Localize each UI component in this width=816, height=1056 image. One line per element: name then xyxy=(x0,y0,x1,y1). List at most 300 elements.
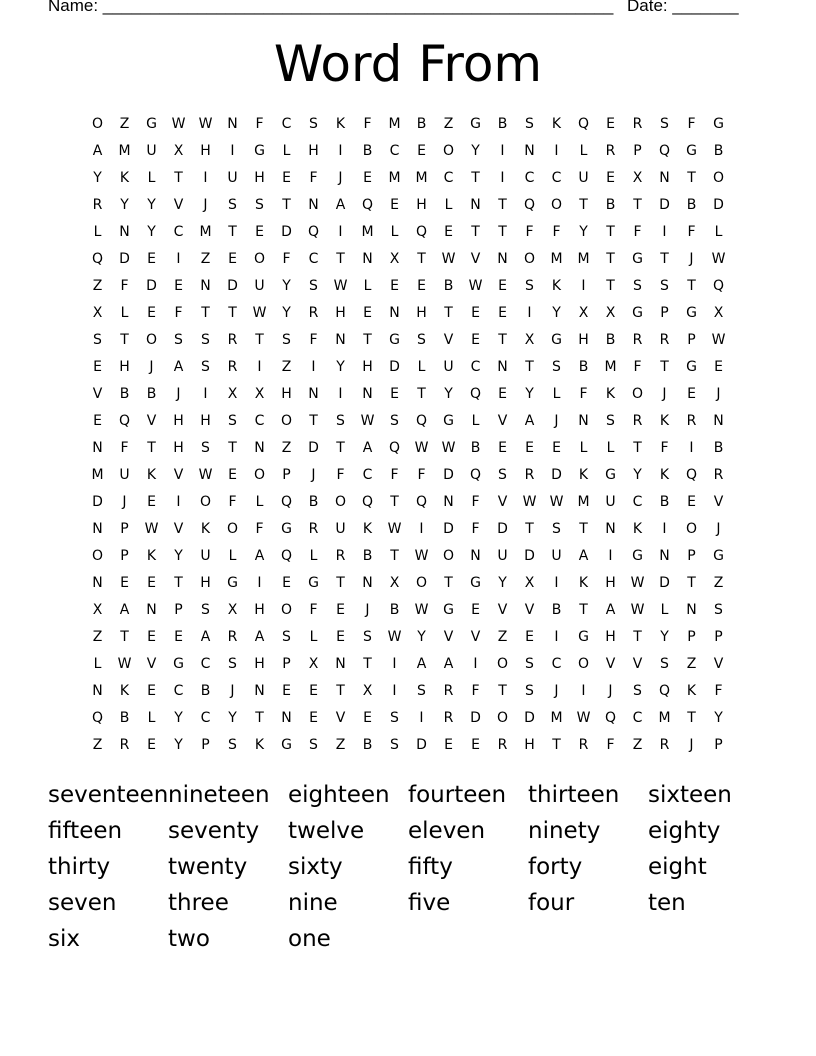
grid-letter: W xyxy=(117,656,132,672)
grid-letter: T xyxy=(687,278,696,294)
grid-letter: N xyxy=(470,548,481,564)
grid-letter: D xyxy=(389,359,400,375)
grid-letter: E xyxy=(147,575,156,591)
grid-letter: E xyxy=(147,494,156,510)
grid-letter: I xyxy=(608,548,613,564)
grid-letter: Q xyxy=(118,413,131,429)
grid-letter: B xyxy=(389,602,400,618)
grid-letter: Q xyxy=(415,494,428,510)
grid-letter: G xyxy=(632,548,643,564)
grid-letter: I xyxy=(338,224,343,240)
grid-letter: V xyxy=(146,656,157,672)
grid-letter: S xyxy=(606,413,615,429)
grid-letter: E xyxy=(228,251,237,267)
grid-letter: I xyxy=(338,386,343,402)
grid-letter: R xyxy=(308,305,319,321)
grid-letter: R xyxy=(227,359,238,375)
grid-letter: N xyxy=(686,602,697,618)
grid-letter: R xyxy=(632,116,643,132)
grid-letter: Q xyxy=(604,710,617,726)
grid-letter: F xyxy=(714,683,723,699)
grid-letter: M xyxy=(550,710,563,726)
grid-letter: C xyxy=(632,710,643,726)
grid-letter: E xyxy=(282,170,291,186)
grid-row xyxy=(84,381,732,408)
grid-letter: I xyxy=(662,521,667,537)
grid-letter: C xyxy=(281,116,292,132)
grid-letter: S xyxy=(660,278,669,294)
grid-row xyxy=(84,651,732,678)
grid-letter: F xyxy=(120,278,129,294)
grid-letter: Q xyxy=(712,278,725,294)
grid-letter: Y xyxy=(417,629,426,645)
grid-letter: J xyxy=(149,359,154,375)
grid-letter: N xyxy=(659,170,670,186)
grid-letter: N xyxy=(497,251,508,267)
grid-letter: Y xyxy=(336,359,345,375)
grid-letter: J xyxy=(689,737,694,753)
grid-letter: E xyxy=(390,197,399,213)
grid-letter: V xyxy=(497,602,508,618)
grid-letter: T xyxy=(255,332,264,348)
grid-letter: O xyxy=(253,467,266,483)
grid-letter: E xyxy=(552,440,561,456)
grid-row xyxy=(84,192,732,219)
grid-letter: J xyxy=(716,386,721,402)
grid-letter: A xyxy=(605,602,616,618)
grid-letter: Q xyxy=(685,467,698,483)
grid-letter: V xyxy=(443,629,454,645)
grid-letter: S xyxy=(390,737,399,753)
grid-letter: X xyxy=(173,143,184,159)
grid-letter: N xyxy=(362,575,373,591)
grid-letter: T xyxy=(498,332,507,348)
grid-letter: E xyxy=(174,629,183,645)
grid-letter: X xyxy=(254,386,265,402)
grid-letter: E xyxy=(147,251,156,267)
grid-letter: T xyxy=(579,521,588,537)
grid-letter: E xyxy=(174,278,183,294)
grid-letter: I xyxy=(392,683,397,699)
grid-letter: D xyxy=(551,467,562,483)
grid-letter: F xyxy=(309,602,318,618)
grid-letter: G xyxy=(686,359,697,375)
grid-letter: K xyxy=(659,413,670,429)
grid-letter: W xyxy=(414,602,429,618)
grid-letter: R xyxy=(227,332,238,348)
grid-letter: H xyxy=(173,440,184,456)
grid-letter: T xyxy=(525,359,534,375)
grid-letter: R xyxy=(227,629,238,645)
grid-letter: T xyxy=(498,224,507,240)
word-list-item: eighty xyxy=(648,818,721,844)
grid-row xyxy=(84,300,732,327)
grid-letter: X xyxy=(389,575,400,591)
grid-letter: Y xyxy=(147,197,156,213)
grid-letter: J xyxy=(338,170,343,186)
grid-letter: Y xyxy=(714,710,723,726)
grid-letter: G xyxy=(605,467,616,483)
grid-letter: L xyxy=(444,197,453,213)
grid-letter: M xyxy=(361,224,374,240)
grid-letter: Y xyxy=(174,737,183,753)
grid-letter: V xyxy=(713,656,724,672)
grid-letter: H xyxy=(254,602,265,618)
grid-letter: N xyxy=(713,413,724,429)
grid-letter: P xyxy=(120,548,129,564)
grid-letter: U xyxy=(335,521,346,537)
grid-letter: O xyxy=(442,548,455,564)
grid-letter: K xyxy=(659,467,670,483)
grid-letter: I xyxy=(581,683,586,699)
grid-letter: G xyxy=(227,575,238,591)
grid-letter: L xyxy=(363,278,372,294)
grid-letter: F xyxy=(471,521,480,537)
grid-letter: W xyxy=(387,521,402,537)
grid-letter: A xyxy=(254,548,265,564)
grid-letter: E xyxy=(336,602,345,618)
grid-letter: U xyxy=(227,170,238,186)
grid-letter: K xyxy=(146,467,157,483)
grid-letter: G xyxy=(470,575,481,591)
grid-row xyxy=(84,732,732,759)
grid-letter: T xyxy=(309,413,318,429)
grid-letter: A xyxy=(362,440,373,456)
grid-letter: T xyxy=(336,575,345,591)
word-list-item: ninety xyxy=(528,818,601,844)
grid-letter: U xyxy=(119,467,130,483)
grid-letter: W xyxy=(522,494,537,510)
grid-letter: E xyxy=(309,683,318,699)
grid-letter: C xyxy=(173,683,184,699)
grid-letter: Z xyxy=(92,278,103,294)
grid-letter: M xyxy=(577,251,590,267)
grid-letter: B xyxy=(551,602,562,618)
grid-letter: S xyxy=(525,656,534,672)
grid-letter: G xyxy=(470,116,481,132)
grid-letter: T xyxy=(201,305,210,321)
grid-letter: E xyxy=(444,737,453,753)
grid-letter: E xyxy=(390,386,399,402)
grid-letter: K xyxy=(605,386,616,402)
grid-letter: E xyxy=(282,575,291,591)
word-list-item: twenty xyxy=(168,854,248,880)
grid-letter: R xyxy=(632,332,643,348)
grid-letter: X xyxy=(578,305,589,321)
grid-letter: C xyxy=(551,170,562,186)
grid-letter: L xyxy=(282,143,291,159)
grid-letter: H xyxy=(119,359,130,375)
grid-letter: I xyxy=(257,359,262,375)
grid-letter: N xyxy=(281,710,292,726)
grid-letter: K xyxy=(119,683,130,699)
grid-letter: E xyxy=(687,494,696,510)
grid-letter: O xyxy=(415,575,428,591)
grid-letter: W xyxy=(333,278,348,294)
grid-letter: N xyxy=(362,386,373,402)
grid-letter: R xyxy=(605,143,616,159)
grid-letter: T xyxy=(498,197,507,213)
grid-letter: O xyxy=(199,494,212,510)
grid-letter: T xyxy=(687,710,696,726)
grid-letter: G xyxy=(173,656,184,672)
grid-letter: Q xyxy=(388,440,401,456)
grid-letter: G xyxy=(146,116,157,132)
grid-letter: X xyxy=(605,305,616,321)
word-list-item: twelve xyxy=(288,818,365,844)
word-list-item: eighteen xyxy=(288,782,390,808)
grid-letter: B xyxy=(497,116,508,132)
grid-letter: D xyxy=(119,251,130,267)
grid-letter: R xyxy=(713,467,724,483)
grid-letter: C xyxy=(389,143,400,159)
grid-letter: O xyxy=(496,656,509,672)
grid-letter: X xyxy=(362,683,373,699)
grid-letter: Z xyxy=(686,656,697,672)
grid-letter: D xyxy=(146,278,157,294)
grid-letter: Q xyxy=(91,251,104,267)
grid-letter: Y xyxy=(660,629,669,645)
grid-letter: F xyxy=(660,440,669,456)
grid-row xyxy=(84,408,732,435)
grid-letter: L xyxy=(660,602,669,618)
grid-letter: U xyxy=(443,359,454,375)
grid-letter: G xyxy=(443,413,454,429)
grid-letter: Z xyxy=(119,116,130,132)
grid-letter: G xyxy=(443,602,454,618)
grid-letter: A xyxy=(524,413,535,429)
grid-letter: Q xyxy=(469,386,482,402)
grid-letter: F xyxy=(255,521,264,537)
grid-letter: X xyxy=(227,386,238,402)
grid-letter: Z xyxy=(713,575,724,591)
word-list-item: fifteen xyxy=(48,818,123,844)
grid-letter: O xyxy=(91,548,104,564)
grid-letter: W xyxy=(252,305,267,321)
grid-letter: Y xyxy=(174,710,183,726)
grid-letter: U xyxy=(497,548,508,564)
grid-letter: C xyxy=(524,170,535,186)
grid-row xyxy=(84,111,732,138)
grid-letter: E xyxy=(498,386,507,402)
grid-letter: Q xyxy=(658,143,671,159)
grid-letter: Q xyxy=(415,413,428,429)
grid-letter: V xyxy=(335,710,346,726)
grid-letter: T xyxy=(120,629,129,645)
grid-letter: N xyxy=(497,359,508,375)
grid-letter: G xyxy=(254,143,265,159)
grid-letter: X xyxy=(92,602,103,618)
grid-letter: H xyxy=(200,575,211,591)
grid-letter: I xyxy=(500,170,505,186)
grid-letter: T xyxy=(579,197,588,213)
grid-row xyxy=(84,273,732,300)
grid-letter: L xyxy=(120,305,129,321)
grid-letter: Y xyxy=(174,548,183,564)
grid-letter: W xyxy=(414,548,429,564)
grid-letter: D xyxy=(443,521,454,537)
grid-letter: L xyxy=(147,710,156,726)
grid-letter: I xyxy=(419,521,424,537)
grid-letter: W xyxy=(360,413,375,429)
grid-letter: G xyxy=(686,305,697,321)
grid-letter: P xyxy=(687,629,696,645)
grid-letter: M xyxy=(604,359,617,375)
grid-letter: Y xyxy=(147,224,156,240)
grid-letter: Y xyxy=(93,170,102,186)
word-list-item: eight xyxy=(648,854,707,880)
grid-letter: B xyxy=(362,737,373,753)
page-title: Word From xyxy=(273,35,543,93)
grid-letter: E xyxy=(606,116,615,132)
grid-letter: V xyxy=(443,332,454,348)
grid-letter: E xyxy=(498,278,507,294)
grid-letter: N xyxy=(335,332,346,348)
grid-letter: S xyxy=(201,440,210,456)
word-list-item: seventy xyxy=(168,818,260,844)
name-field-label: Name: ______________________________________________________ xyxy=(48,0,614,15)
grid-letter: E xyxy=(390,278,399,294)
grid-letter: K xyxy=(578,467,589,483)
grid-letter: S xyxy=(309,278,318,294)
grid-letter: B xyxy=(713,143,724,159)
grid-letter: T xyxy=(606,224,615,240)
grid-letter: E xyxy=(120,575,129,591)
grid-letter: N xyxy=(308,197,319,213)
grid-letter: G xyxy=(632,251,643,267)
grid-letter: F xyxy=(579,386,588,402)
grid-letter: A xyxy=(200,629,211,645)
grid-row xyxy=(84,543,732,570)
grid-letter: W xyxy=(576,710,591,726)
grid-letter: T xyxy=(336,683,345,699)
grid-letter: Z xyxy=(443,116,454,132)
word-list-item: four xyxy=(528,890,575,916)
grid-letter: Q xyxy=(280,548,293,564)
grid-letter: G xyxy=(281,737,292,753)
word-list-item: fourteen xyxy=(408,782,507,808)
grid-letter: E xyxy=(93,413,102,429)
grid-letter: O xyxy=(253,251,266,267)
grid-letter: E xyxy=(471,305,480,321)
grid-letter: S xyxy=(417,332,426,348)
grid-letter: N xyxy=(470,197,481,213)
grid-letter: N xyxy=(119,224,130,240)
grid-letter: T xyxy=(336,251,345,267)
grid-letter: E xyxy=(444,224,453,240)
grid-letter: I xyxy=(554,575,559,591)
word-list-item: seventeen xyxy=(48,782,169,808)
grid-letter: W xyxy=(711,251,726,267)
grid-letter: N xyxy=(524,143,535,159)
grid-letter: R xyxy=(443,683,454,699)
grid-letter: V xyxy=(173,521,184,537)
grid-letter: R xyxy=(497,737,508,753)
grid-letter: F xyxy=(336,467,345,483)
grid-letter: K xyxy=(578,575,589,591)
grid-letter: W xyxy=(198,116,213,132)
grid-letter: S xyxy=(417,683,426,699)
grid-letter: O xyxy=(334,494,347,510)
grid-letter: A xyxy=(119,602,130,618)
grid-row xyxy=(84,246,732,273)
grid-letter: Q xyxy=(577,116,590,132)
grid-letter: E xyxy=(471,602,480,618)
grid-letter: S xyxy=(309,116,318,132)
grid-row xyxy=(84,354,732,381)
grid-letter: T xyxy=(633,197,642,213)
grid-letter: V xyxy=(605,656,616,672)
grid-letter: G xyxy=(632,305,643,321)
grid-letter: S xyxy=(363,629,372,645)
grid-letter: T xyxy=(417,251,426,267)
grid-letter: I xyxy=(419,710,424,726)
grid-letter: Z xyxy=(281,440,292,456)
grid-letter: U xyxy=(200,548,211,564)
grid-letter: I xyxy=(527,305,532,321)
grid-letter: F xyxy=(309,332,318,348)
grid-letter: G xyxy=(713,548,724,564)
grid-letter: Q xyxy=(280,494,293,510)
grid-letter: D xyxy=(659,575,670,591)
grid-letter: O xyxy=(523,251,536,267)
grid-letter: P xyxy=(282,656,291,672)
grid-letter: C xyxy=(200,710,211,726)
grid-letter: T xyxy=(633,629,642,645)
grid-letter: S xyxy=(282,629,291,645)
grid-letter: A xyxy=(254,629,265,645)
grid-letter: X xyxy=(389,251,400,267)
word-list-item: six xyxy=(48,926,80,952)
grid-letter: N xyxy=(389,305,400,321)
grid-letter: H xyxy=(254,170,265,186)
grid-letter: Y xyxy=(552,305,561,321)
grid-letter: I xyxy=(338,143,343,159)
grid-letter: H xyxy=(335,305,346,321)
grid-letter: F xyxy=(390,467,399,483)
grid-letter: O xyxy=(685,521,698,537)
grid-row xyxy=(84,462,732,489)
grid-letter: O xyxy=(145,332,158,348)
grid-letter: V xyxy=(497,413,508,429)
grid-letter: U xyxy=(551,548,562,564)
grid-letter: U xyxy=(146,143,157,159)
grid-letter: Z xyxy=(200,251,211,267)
grid-letter: T xyxy=(606,278,615,294)
grid-letter: E xyxy=(336,629,345,645)
grid-letter: O xyxy=(280,602,293,618)
grid-row xyxy=(84,570,732,597)
grid-letter: L xyxy=(471,413,480,429)
grid-letter: Q xyxy=(415,224,428,240)
grid-letter: H xyxy=(605,629,616,645)
grid-letter: F xyxy=(471,494,480,510)
grid-letter: Y xyxy=(444,386,453,402)
grid-letter: Y xyxy=(579,224,588,240)
word-list-item: three xyxy=(168,890,229,916)
grid-letter: Y xyxy=(525,386,534,402)
grid-letter: H xyxy=(254,656,265,672)
grid-letter: H xyxy=(605,575,616,591)
grid-letter: I xyxy=(500,143,505,159)
grid-letter: K xyxy=(362,521,373,537)
grid-letter: A xyxy=(416,656,427,672)
grid-letter: E xyxy=(147,305,156,321)
word-list-item: ten xyxy=(648,890,686,916)
grid-letter: S xyxy=(525,278,534,294)
word-list-item: thirty xyxy=(48,854,111,880)
grid-letter: V xyxy=(470,251,481,267)
